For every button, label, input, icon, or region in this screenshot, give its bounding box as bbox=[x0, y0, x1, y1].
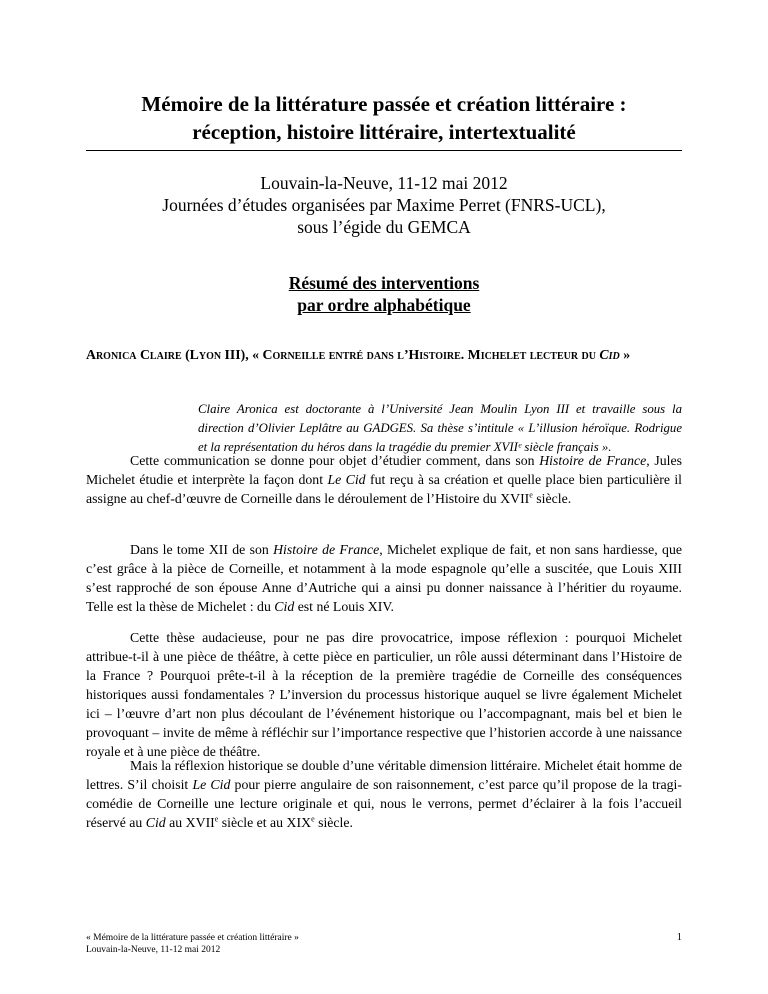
footer-line-2: Louvain-la-Neuve, 11-12 mai 2012 bbox=[86, 945, 221, 955]
p2-text-e: est né Louis XIV. bbox=[297, 599, 395, 614]
p1-text-h: siècle. bbox=[536, 491, 572, 506]
paragraph-2 bbox=[86, 540, 682, 616]
p1-text-a: Cette communication se donne pour objet d’étudier comment, dans son bbox=[130, 453, 535, 468]
speaker-name: Aronica Claire bbox=[86, 347, 182, 362]
p4-text-e: au bbox=[169, 815, 183, 830]
title-line-2: réception, histoire littéraire, intertextualité bbox=[192, 120, 576, 144]
p4-text-k: siècle. bbox=[318, 815, 353, 830]
talk-title-start: « Corneille entré dans l’Histoire. Michelet lecteur du bbox=[252, 347, 596, 362]
paragraph-4 bbox=[86, 756, 682, 832]
p2-work-title: Histoire de France bbox=[273, 542, 380, 557]
p4-century-17-suffix: e bbox=[214, 814, 219, 824]
p4-century-19-suffix: e bbox=[311, 814, 315, 824]
section-heading bbox=[86, 272, 682, 316]
p4-work-cid-2: Cid bbox=[145, 815, 166, 830]
p2-text-a: Dans le tome XII de son bbox=[130, 542, 269, 557]
speaker-bio: Claire Aronica est doctorante à l’Université Jean Moulin Lyon III et travaille sous la direction d’Olivier Leplâtre au GADGES. Sa thèse s’intitule « L’illusion héroïque. Rodrigue et la représentation du héros dans la tragédie du premier XVIIᵉ siècle français ». bbox=[198, 402, 682, 454]
p4-work-cid: Le Cid bbox=[192, 777, 231, 792]
entry-heading bbox=[86, 345, 682, 364]
p1-work-cid: Le Cid bbox=[327, 472, 366, 487]
p4-text-c: pour pierre angulaire de son raisonnement, c’est parce qu’il propose de la tragi-comédie de Corneille une lecture originale et qui, nous le verrons, permet d’éclairer à la fois l’accueil réservé au bbox=[86, 777, 682, 830]
paragraph-1 bbox=[86, 451, 682, 508]
p4-century-19: XIX bbox=[286, 815, 312, 830]
p2-text-c: , Michelet explique de fait, et non sans hardiesse, que c’est grâce à la pièce de Corneille, et notamment à la mode espagnole qu’elle a suscitée, que Louis XIII s’est rapproché de son épouse Anne d’Autriche qui a ainsi pu donner naissance à l’héritier du royaume. Telle est la thèse de Michelet : du bbox=[86, 542, 682, 614]
event-place-date: Louvain-la-Neuve, 11-12 mai 2012 bbox=[260, 173, 508, 193]
section-heading-line-2: par ordre alphabétique bbox=[297, 295, 471, 315]
p4-text-h: siècle et au bbox=[221, 815, 284, 830]
paragraph-3: Cette thèse audacieuse, pour ne pas dire provocatrice, impose réflexion : pourquoi Michelet attribue-t-il à une pièce de théâtre, à cette pièce en particulier, un rôle aussi déterminant dans l’Histoire de la France ? Pourquoi prête-t-il à la réception de la première tragédie de Corneille des conséquences historiques aussi fondamentales ? L’inversion du processus historique auquel se livre également Michelet ici – l’œuvre d’art non plus découlant de l’événement historique ou l’accompagnant, mais bel et bien le provoquant – invite de même à réfléchir sur l’importance respective que l’historien accorde à une naissance royale et à une pièce de théâtre. bbox=[86, 630, 682, 759]
p1-work-title: Histoire de France bbox=[539, 453, 647, 468]
p4-text-a: Mais la réflexion historique se double d’une véritable dimension littéraire. Michelet était homme de lettres. S’il choisit bbox=[86, 758, 682, 792]
talk-title-work: Cid bbox=[599, 347, 620, 362]
talk-title-end: » bbox=[623, 347, 631, 362]
title-line-1: Mémoire de la littérature passée et création littéraire : bbox=[141, 92, 627, 116]
p1-text-c: , Jules Michelet étudie et interprète la façon dont bbox=[86, 453, 682, 487]
page-footer bbox=[86, 932, 682, 956]
p1-century-suffix: e bbox=[529, 490, 533, 500]
event-info bbox=[86, 172, 682, 238]
p4-century-17: XVII bbox=[185, 815, 215, 830]
speaker-affiliation: (Lyon III), bbox=[185, 347, 249, 362]
page-number: 1 bbox=[676, 932, 682, 943]
footer-line-1: « Mémoire de la littérature passée et création littéraire » bbox=[86, 933, 299, 943]
section-heading-line-1: Résumé des interventions bbox=[288, 273, 480, 293]
event-organizers: Journées d’études organisées par Maxime Perret (FNRS-UCL), bbox=[162, 195, 606, 215]
p1-century: XVII bbox=[500, 491, 530, 506]
document-title bbox=[86, 90, 682, 151]
p1-text-e: fut reçu à sa création et quelle place bien particulière il assigne au chef-d’œuvre de Corneille dans le déroulement de l’Histoire du bbox=[86, 472, 683, 506]
p2-work-cid: Cid bbox=[274, 599, 295, 614]
event-patronage: sous l’égide du GEMCA bbox=[297, 217, 471, 237]
